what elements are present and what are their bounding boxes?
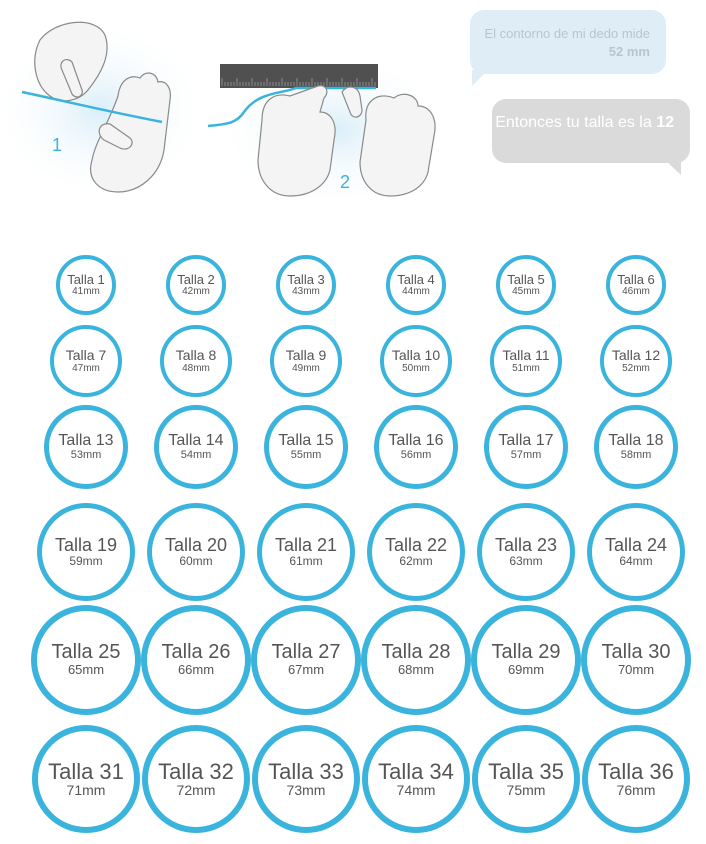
ring-size-mm: 65mm bbox=[67, 662, 105, 678]
ring-size-28 bbox=[361, 605, 471, 715]
ring-size-mm: 69mm bbox=[507, 662, 545, 678]
ring-size-mm: 46mm bbox=[622, 286, 650, 298]
ring-size-19 bbox=[37, 503, 135, 601]
ring-size-label: Talla 17 bbox=[498, 431, 554, 449]
ring-size-29 bbox=[471, 605, 581, 715]
ring-size-mm: 72mm bbox=[176, 781, 216, 798]
ring-size-6 bbox=[606, 255, 666, 315]
ring-size-1 bbox=[56, 255, 116, 315]
ring-size-label: Talla 36 bbox=[598, 758, 674, 784]
ring-size-mm: 52mm bbox=[622, 362, 650, 374]
size-result-bubble bbox=[492, 99, 690, 163]
ring-size-label: Talla 8 bbox=[175, 347, 217, 364]
measurement-text: El contorno de mi dedo mide bbox=[484, 26, 650, 41]
ring-size-mm: 71mm bbox=[66, 781, 106, 798]
ring-size-label: Talla 33 bbox=[268, 758, 344, 784]
ring-size-4 bbox=[386, 255, 446, 315]
ring-size-label: Talla 4 bbox=[397, 271, 435, 287]
ring-size-label: Talla 29 bbox=[491, 641, 561, 664]
ring-size-label: Talla 16 bbox=[388, 431, 444, 449]
ring-size-label: Talla 30 bbox=[601, 641, 671, 664]
ring-size-label: Talla 34 bbox=[378, 758, 454, 784]
ring-size-10 bbox=[380, 325, 452, 397]
ring-size-11 bbox=[490, 325, 562, 397]
ring-size-mm: 64mm bbox=[619, 553, 653, 568]
ring-size-mm: 50mm bbox=[402, 362, 430, 374]
ring-size-label: Talla 21 bbox=[274, 534, 338, 555]
ring-size-label: Talla 18 bbox=[608, 431, 664, 449]
ruler bbox=[220, 64, 378, 88]
ring-size-26 bbox=[141, 605, 251, 715]
ring-size-mm: 70mm bbox=[617, 662, 655, 678]
ring-size-label: Talla 11 bbox=[502, 347, 550, 364]
ring-size-mm: 61mm bbox=[289, 553, 323, 568]
ring-size-12 bbox=[600, 325, 672, 397]
ring-size-mm: 63mm bbox=[509, 553, 543, 568]
ring-size-label: Talla 15 bbox=[278, 431, 334, 449]
size-result-value: 12 bbox=[656, 114, 674, 131]
ring-size-mm: 43mm bbox=[292, 286, 320, 298]
ring-size-label: Talla 2 bbox=[177, 271, 215, 287]
ring-size-label: Talla 25 bbox=[51, 641, 121, 664]
ring-size-32 bbox=[142, 725, 250, 833]
size-result-text: Entonces tu talla es la bbox=[495, 114, 652, 131]
ring-size-mm: 60mm bbox=[179, 553, 213, 568]
ring-size-mm: 62mm bbox=[399, 553, 433, 568]
ring-size-mm: 66mm bbox=[177, 662, 215, 678]
ring-size-13 bbox=[44, 405, 128, 489]
ring-size-label: Talla 6 bbox=[617, 271, 655, 287]
ring-size-mm: 59mm bbox=[69, 553, 103, 568]
ring-size-mm: 48mm bbox=[182, 362, 210, 374]
ring-size-30 bbox=[581, 605, 691, 715]
ring-size-21 bbox=[257, 503, 355, 601]
ring-size-label: Talla 23 bbox=[494, 534, 558, 555]
step-2-label: 2 bbox=[340, 172, 351, 192]
ring-size-label: Talla 13 bbox=[58, 431, 114, 449]
ring-size-label: Talla 20 bbox=[164, 534, 228, 555]
ring-size-mm: 44mm bbox=[402, 286, 430, 298]
ring-size-label: Talla 27 bbox=[271, 641, 341, 664]
ring-size-8 bbox=[160, 325, 232, 397]
ring-size-mm: 41mm bbox=[72, 286, 100, 298]
ring-size-7 bbox=[50, 325, 122, 397]
ring-size-label: Talla 14 bbox=[168, 431, 224, 449]
ring-size-mm: 51mm bbox=[512, 362, 540, 374]
ring-size-31 bbox=[32, 725, 140, 833]
ring-size-mm: 42mm bbox=[182, 286, 210, 298]
ring-size-mm: 54mm bbox=[180, 449, 212, 462]
measurement-bubble bbox=[470, 10, 666, 74]
step-1-label: 1 bbox=[52, 135, 63, 155]
ring-size-label: Talla 9 bbox=[285, 347, 327, 364]
ring-size-15 bbox=[264, 405, 348, 489]
ring-size-label: Talla 7 bbox=[65, 347, 107, 364]
ring-size-34 bbox=[362, 725, 470, 833]
ring-size-label: Talla 3 bbox=[287, 271, 325, 287]
ring-size-mm: 67mm bbox=[287, 662, 325, 678]
ring-size-label: Talla 32 bbox=[158, 758, 234, 784]
ring-size-label: Talla 26 bbox=[161, 641, 231, 664]
ring-size-label: Talla 22 bbox=[384, 534, 448, 555]
ring-size-mm: 55mm bbox=[290, 449, 322, 462]
ring-size-27 bbox=[251, 605, 361, 715]
ring-size-mm: 68mm bbox=[397, 662, 435, 678]
ring-size-label: Talla 1 bbox=[67, 271, 105, 287]
ring-size-label: Talla 31 bbox=[48, 758, 124, 784]
ring-size-mm: 74mm bbox=[396, 781, 436, 798]
ring-size-17 bbox=[484, 405, 568, 489]
ring-size-mm: 58mm bbox=[620, 449, 652, 462]
ring-size-23 bbox=[477, 503, 575, 601]
ring-size-label: Talla 5 bbox=[507, 271, 545, 287]
ring-size-16 bbox=[374, 405, 458, 489]
ring-size-label: Talla 35 bbox=[488, 758, 564, 784]
ring-size-18 bbox=[594, 405, 678, 489]
ring-size-mm: 49mm bbox=[292, 362, 320, 374]
ring-size-35 bbox=[472, 725, 580, 833]
ring-size-2 bbox=[166, 255, 226, 315]
ring-size-mm: 56mm bbox=[400, 449, 432, 462]
ring-size-label: Talla 10 bbox=[391, 347, 441, 364]
ring-size-mm: 57mm bbox=[510, 449, 542, 462]
ring-size-36 bbox=[582, 725, 690, 833]
ring-size-mm: 73mm bbox=[286, 781, 326, 798]
ring-size-22 bbox=[367, 503, 465, 601]
ring-size-3 bbox=[276, 255, 336, 315]
ring-size-20 bbox=[147, 503, 245, 601]
measurement-value: 52 mm bbox=[608, 44, 650, 59]
ring-size-9 bbox=[270, 325, 342, 397]
ring-size-24 bbox=[587, 503, 685, 601]
ring-size-label: Talla 24 bbox=[604, 534, 668, 555]
ring-size-mm: 53mm bbox=[70, 449, 102, 462]
ring-size-label: Talla 28 bbox=[381, 641, 451, 664]
ring-size-25 bbox=[31, 605, 141, 715]
ring-size-label: Talla 12 bbox=[611, 347, 661, 364]
ring-size-33 bbox=[252, 725, 360, 833]
ring-size-mm: 45mm bbox=[512, 286, 540, 298]
ring-size-mm: 75mm bbox=[506, 781, 546, 798]
ring-size-label: Talla 19 bbox=[54, 534, 118, 555]
ring-size-5 bbox=[496, 255, 556, 315]
ring-size-14 bbox=[154, 405, 238, 489]
ring-size-mm: 76mm bbox=[616, 781, 656, 798]
ring-size-mm: 47mm bbox=[72, 362, 100, 374]
